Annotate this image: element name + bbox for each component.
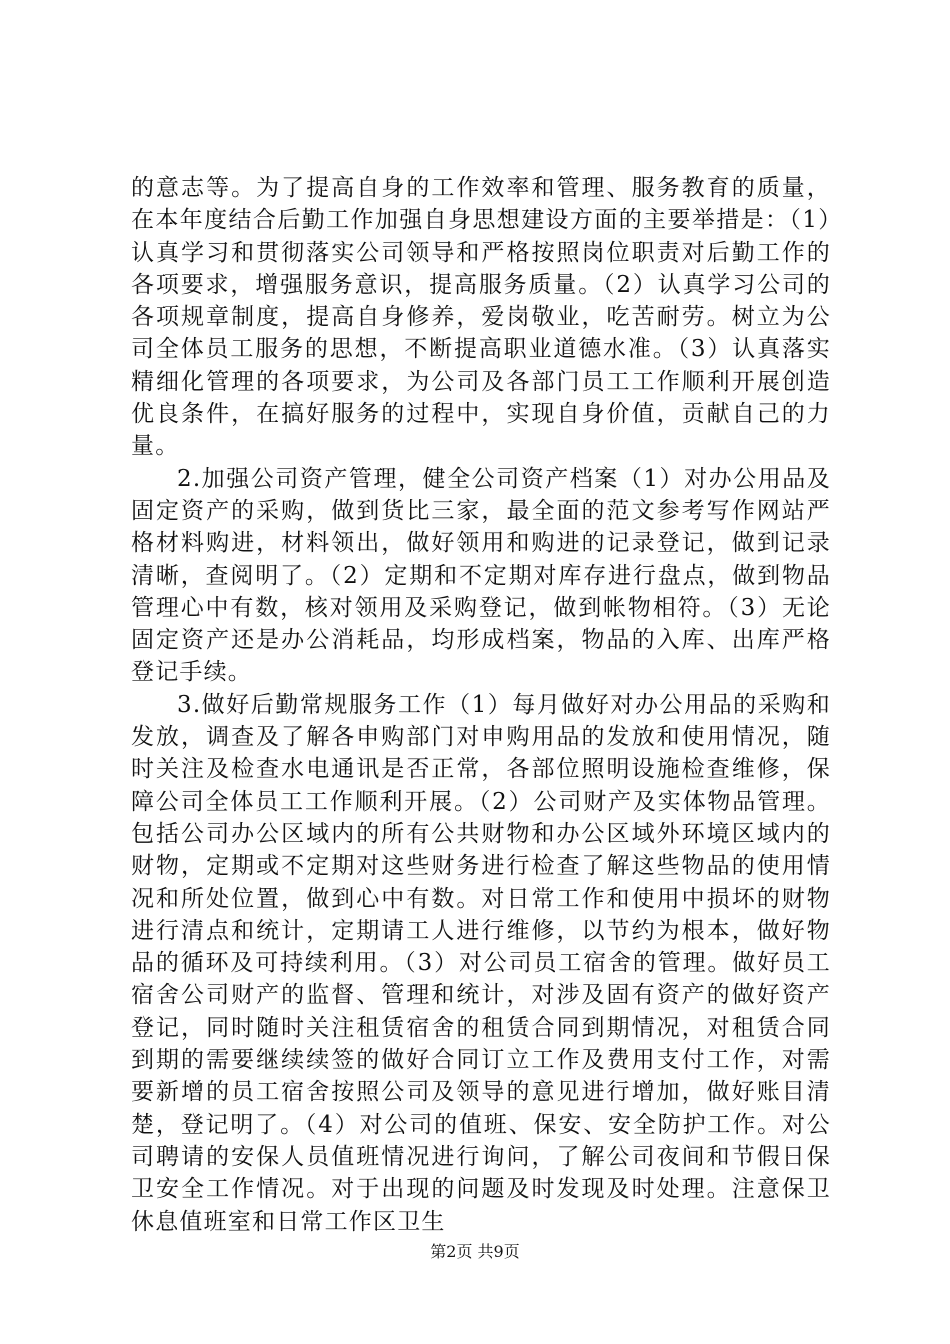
- paragraph-thought-building: 的意志等。为了提高自身的工作效率和管理、服务教育的质量，在本年度结合后勤工作加强自身思想建设方面的主要举措是：（1）认真学习和贯彻落实公司领导和严格按照岗位职责对后勤工作的各项要求，增强服务意识，提高服务质量。（2）认真学习公司的各项规章制度，提高自身修养，爱岗敬业，吃苦耐劳。树立为公司全体员工服务的思想，不断提高职业道德水准。（3）认真落实精细化管理的各项要求，为公司及各部门员工工作顺利开展创造优良条件，在搞好服务的过程中，实现自身价值，贡献自己的力量。: [131, 175, 831, 460]
- page-number-footer: 第2页 共9页: [430, 1242, 520, 1261]
- paragraph-asset-management: 2.加强公司资产管理，健全公司资产档案（1）对办公用品及固定资产的采购，做到货比三家，最全面的范文参考写作网站严格材料购进，材料领出，做好领用和购进的记录登记，做到记录清晰，查阅明了。（2）定期和不定期对库存进行盘点，做到物品管理心中有数，核对领用及采购登记，做到帐物相符。（3）无论固定资产还是办公消耗品，均形成档案，物品的入库、出库严格登记手续。: [131, 465, 831, 686]
- document-body: [131, 172, 831, 1238]
- paragraph-logistics-services: 3.做好后勤常规服务工作（1）每月做好对办公用品的采购和发放，调查及了解各申购部门对申购用品的发放和使用情况，随时关注及检查水电通讯是否正常，各部位照明设施检查维修，保障公司全体员工工作顺利开展。（2）公司财产及实体物品管理。包括公司办公区域内的所有公共财物和办公区域外环境区域内的财物，定期或不定期对这些财务进行检查了解这些物品的使用情况和所处位置，做到心中有数。对日常工作和使用中损坏的财物进行清点和统计，定期请工人进行维修，以节约为根本，做好物品的循环及可持续利用。（3）对公司员工宿舍的管理。做好员工宿舍公司财产的监督、管理和统计，对涉及固有资产的做好资产登记，同时随时关注租赁宿舍的租赁合同到期情况，对租赁合同到期的需要继续续签的做好合同订立工作及费用支付工作，对需要新增的员工宿舍按照公司及领导的意见进行增加，做好账目清楚，登记明了。（4）对公司的值班、保安、安全防护工作。对公司聘请的安保人员值班情况进行询问，了解公司夜间和节假日保卫安全工作情况。对于出现的问题及时发现及时处理。注意保卫休息值班室和日常工作区卫生: [131, 691, 831, 1235]
